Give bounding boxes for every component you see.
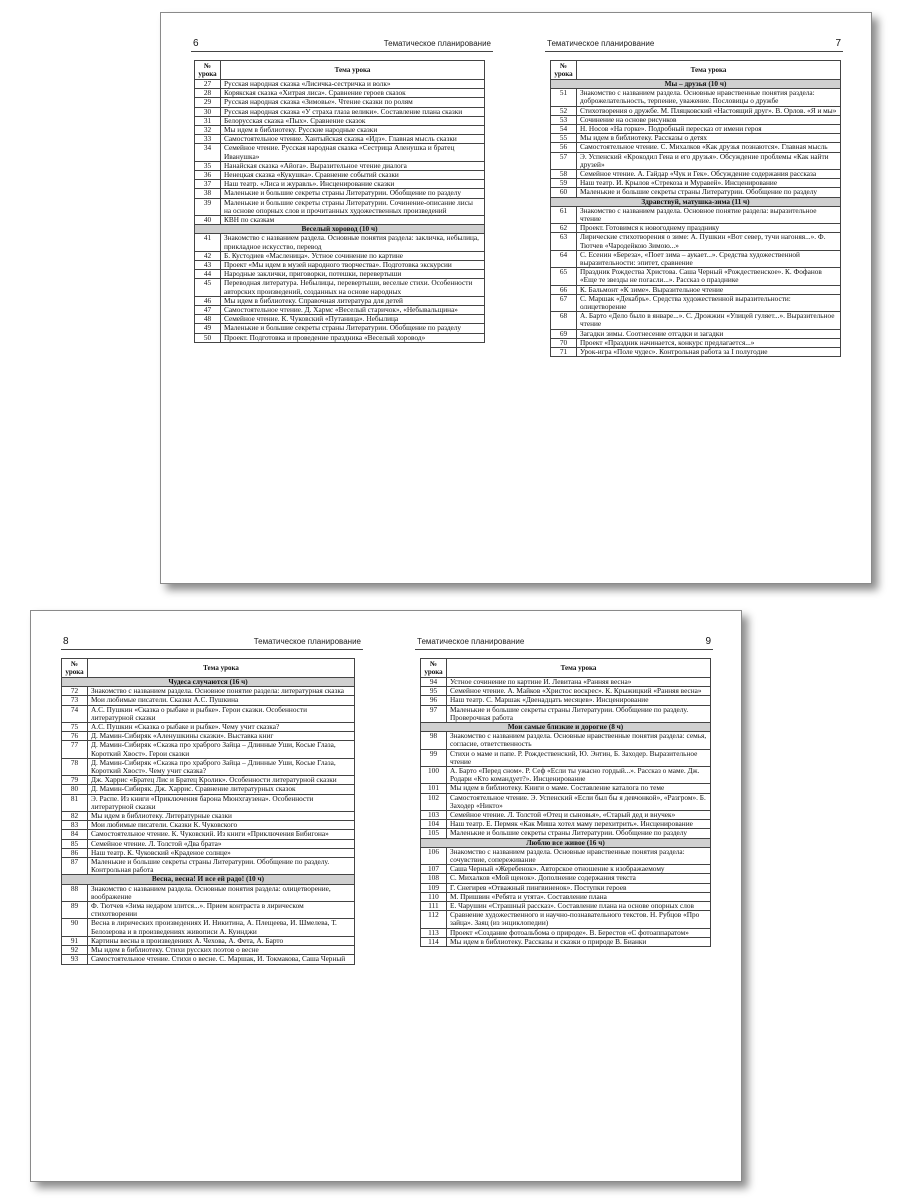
lesson-number: 85	[62, 839, 88, 848]
lesson-topic: Наш театр. С. Маршак «Двенадцать месяцев». Инсценирование	[447, 696, 711, 705]
lesson-topic: С. Михалков «Мой щенок». Дополнение содержания текста	[447, 874, 711, 883]
header-rule	[415, 649, 713, 650]
lesson-topic: Семейное чтение. А. Гайдар «Чук и Гек». Обсуждение содержания рассказа	[577, 170, 841, 179]
lesson-number: 82	[62, 812, 88, 821]
lesson-topic: Наш театр. К. Чуковский «Краденое солнце»	[88, 848, 355, 857]
lesson-number: 50	[195, 333, 221, 342]
lesson-number: 57	[551, 152, 577, 169]
section-heading: Мы – друзья (10 ч)	[551, 80, 841, 89]
table-row	[551, 294, 841, 311]
lesson-topic: Знакомство с названием раздела. Основные нравственные понятия раздела: семья, согласие, ответственность	[447, 732, 711, 749]
table-row	[421, 732, 711, 749]
lesson-number: 37	[195, 180, 221, 189]
lesson-number: 110	[421, 892, 447, 901]
lesson-topic: С. Маршак «Декабрь». Средства художественной выразительности: олицетворение	[577, 294, 841, 311]
lesson-number: 78	[62, 758, 88, 775]
table-row	[62, 902, 355, 919]
lesson-topic: Весна в лирических произведениях И. Никитина, А. Плещеева, И. Шмелева, Т. Белозерова и в произведениях живописи А. Куинджи	[88, 919, 355, 936]
lesson-topic: Маленькие и большие секреты страны Литературии. Обобщение по разделу	[221, 189, 485, 198]
lesson-number: 44	[195, 270, 221, 279]
lesson-topic: Э. Успенский «Крокодил Гена и его друзья». Обсуждение проблемы «Как найти друзей»	[577, 152, 841, 169]
lesson-topic: Э. Распе. Из книги «Приключения барона Мюнхгаузена». Особенности литературной сказки	[88, 794, 355, 811]
table-row	[195, 234, 485, 251]
lesson-topic: Народные заклички, приговорки, потешки, перевертыши	[221, 270, 485, 279]
lesson-number: 59	[551, 179, 577, 188]
lesson-topic: Наш театр. И. Крылов «Стрекоза и Муравей». Инсценирование	[577, 179, 841, 188]
lesson-topic: Д. Мамин-Сибиряк «Аленушкины сказки». Выставка книг	[88, 732, 355, 741]
table-row	[195, 107, 485, 116]
table-row	[421, 784, 711, 793]
lesson-topic: Белорусская сказка «Пых». Сравнение сказок	[221, 116, 485, 125]
lesson-plan-table	[420, 658, 711, 947]
page-9	[387, 611, 743, 1181]
lesson-number: 111	[421, 902, 447, 911]
lesson-number: 72	[62, 687, 88, 696]
column-header-number: № урока	[421, 659, 447, 678]
lesson-number: 43	[195, 261, 221, 270]
lesson-topic: Ф. Тютчев «Зима недаром злится...». Прием контраста в лирическом стихотворении	[88, 902, 355, 919]
lesson-topic: Русская народная сказка «У страха глаза велики». Составление плана сказки	[221, 107, 485, 116]
lesson-number: 58	[551, 170, 577, 179]
section-heading: Здравствуй, матушка-зима (11 ч)	[551, 197, 841, 206]
table-row	[551, 285, 841, 294]
lesson-number: 42	[195, 251, 221, 260]
header-rule	[545, 51, 843, 52]
table-row	[62, 919, 355, 936]
column-header-number: № урока	[195, 61, 221, 80]
lesson-topic: Мы идем в библиотеку. Рассказы и сказки о природе В. Бианки	[447, 937, 711, 946]
lesson-topic: Проект. Подготовка и проведение праздника «Веселый хоровод»	[221, 333, 485, 342]
lesson-number: 41	[195, 234, 221, 251]
lesson-topic: Нанайская сказка «Айога». Выразительное чтение диалога	[221, 161, 485, 170]
lesson-number: 70	[551, 338, 577, 347]
lesson-topic: Мои любимые писатели. Сказки А.С. Пушкина	[88, 696, 355, 705]
lesson-number: 52	[551, 106, 577, 115]
lesson-number: 71	[551, 348, 577, 357]
lesson-number: 108	[421, 874, 447, 883]
lesson-plan-table	[61, 658, 355, 965]
page-number: 8	[63, 636, 69, 647]
lesson-number: 86	[62, 848, 88, 857]
lesson-topic: Стихи о маме и папе. Р. Рождественский, Ю. Энтин, Б. Заходер. Выразительное чтение	[447, 749, 711, 766]
lesson-number: 73	[62, 696, 88, 705]
lesson-number: 64	[551, 250, 577, 267]
column-header-topic: Тема урока	[447, 659, 711, 678]
lesson-number: 61	[551, 206, 577, 223]
table-row	[421, 767, 711, 784]
lesson-number: 55	[551, 134, 577, 143]
lesson-topic: А.С. Пушкин «Сказка о рыбаке и рыбке». Герои сказки. Особенности литературной сказки	[88, 705, 355, 722]
lesson-topic: Н. Носов «На горке». Подробный пересказ от имени героя	[577, 125, 841, 134]
table-row	[421, 928, 711, 937]
table-row	[421, 705, 711, 722]
lesson-number: 80	[62, 785, 88, 794]
table-row	[62, 955, 355, 964]
lesson-topic: Самостоятельное чтение. Э. Успенский «Если был бы я девчонкой», «Разгром». Б. Заходер «Никто»	[447, 793, 711, 810]
table-row	[195, 98, 485, 107]
lesson-number: 99	[421, 749, 447, 766]
page-number: 9	[705, 636, 711, 647]
lesson-number: 36	[195, 171, 221, 180]
lesson-plan-table	[194, 60, 485, 343]
lesson-number: 54	[551, 125, 577, 134]
lesson-plan-table	[550, 60, 841, 357]
lesson-number: 66	[551, 285, 577, 294]
lesson-number: 34	[195, 144, 221, 161]
table-row	[551, 348, 841, 357]
page-number: 6	[193, 38, 199, 49]
lesson-number: 62	[551, 224, 577, 233]
lesson-number: 76	[62, 732, 88, 741]
table-row	[421, 793, 711, 810]
lesson-number: 40	[195, 216, 221, 225]
table-row	[421, 937, 711, 946]
lesson-number: 98	[421, 732, 447, 749]
lesson-topic: Дж. Харрис «Братец Лис и Братец Кролик». Особенности литературной сказки	[88, 776, 355, 785]
lesson-number: 56	[551, 143, 577, 152]
lesson-topic: Проект «Создание фотоальбома о природе». В. Берестов «С фотоаппаратом»	[447, 928, 711, 937]
column-header-topic: Тема урока	[577, 61, 841, 80]
lesson-topic: С. Есенин «Береза», «Поет зима – аукает...». Средства художественной выразительности: эпитет, сравнение	[577, 250, 841, 267]
lesson-topic: Лирические стихотворения о зиме: А. Пушкин «Вот север, тучи нагоняя...». Ф. Тютчев «Чародейкою Зимою...»	[577, 233, 841, 250]
lesson-number: 68	[551, 312, 577, 329]
lesson-topic: Мои любимые писатели. Сказки К. Чуковского	[88, 821, 355, 830]
lesson-number: 106	[421, 847, 447, 864]
table-row	[62, 696, 355, 705]
lesson-number: 93	[62, 955, 88, 964]
lesson-number: 75	[62, 723, 88, 732]
table-header-row	[62, 659, 355, 678]
section-heading-row	[421, 838, 711, 847]
lesson-number: 112	[421, 911, 447, 928]
lesson-topic: Знакомство с названием раздела. Основные нравственные понятия раздела: сочувствие, сопереживание	[447, 847, 711, 864]
lesson-number: 74	[62, 705, 88, 722]
lesson-number: 49	[195, 324, 221, 333]
table-row	[551, 312, 841, 329]
lesson-number: 38	[195, 189, 221, 198]
section-heading-row	[62, 875, 355, 884]
running-header: Тематическое планирование	[253, 637, 361, 646]
lesson-topic: К. Бальмонт «К зиме». Выразительное чтение	[577, 285, 841, 294]
lesson-number: 103	[421, 811, 447, 820]
lesson-number: 69	[551, 329, 577, 338]
lesson-topic: Д. Мамин-Сибиряк «Сказка про храброго Зайца – Длинные Уши, Косые Глаза, Короткий Хвост». Чему учит сказка?	[88, 758, 355, 775]
lesson-number: 27	[195, 80, 221, 89]
lesson-topic: Урок-игра «Поле чудес». Контрольная работа за I полугодие	[577, 348, 841, 357]
lesson-topic: Самостоятельное чтение. Д. Хармс «Веселый старичок», «Небывальщина»	[221, 306, 485, 315]
book-spread-bottom	[30, 610, 742, 1182]
table-row	[62, 705, 355, 722]
table-row	[551, 233, 841, 250]
table-row	[195, 324, 485, 333]
lesson-number: 31	[195, 116, 221, 125]
table-row	[195, 144, 485, 161]
lesson-topic: Мы идем в библиотеку. Справочная литература для детей	[221, 296, 485, 305]
lesson-number: 30	[195, 107, 221, 116]
table-header-row	[195, 61, 485, 80]
column-header-number: № урока	[551, 61, 577, 80]
lesson-number: 91	[62, 936, 88, 945]
lesson-number: 29	[195, 98, 221, 107]
page-number: 7	[835, 38, 841, 49]
lesson-topic: Семейное чтение. Л. Толстой «Отец и сыновья», «Старый дед и внучек»	[447, 811, 711, 820]
lesson-number: 83	[62, 821, 88, 830]
running-header: Тематическое планирование	[417, 637, 525, 646]
lesson-topic: Знакомство с названием раздела. Основное понятие раздела: выразительное чтение	[577, 206, 841, 223]
table-row	[195, 279, 485, 296]
lesson-topic: Б. Кустодиев «Масленица». Устное сочинение по картине	[221, 251, 485, 260]
table-row	[421, 911, 711, 928]
lesson-topic: Семейное чтение. Русская народная сказка «Сестрица Аленушка и братец Иванушка»	[221, 144, 485, 161]
lesson-topic: Загадки зимы. Соотнесение отгадки и загадки	[577, 329, 841, 338]
lesson-number: 96	[421, 696, 447, 705]
lesson-topic: Д. Мамин-Сибиряк. Дж. Харрис. Сравнение литературных сказок	[88, 785, 355, 794]
lesson-number: 33	[195, 135, 221, 144]
lesson-number: 88	[62, 884, 88, 901]
lesson-topic: Мы идем в библиотеку. Рассказы о детях	[577, 134, 841, 143]
lesson-topic: Маленькие и большие секреты страны Литературии. Сочинение-описание лисы на основе опорных слов и прочитанных художественных произведений	[221, 198, 485, 215]
lesson-number: 77	[62, 741, 88, 758]
lesson-topic: Самостоятельное чтение. С. Михалков «Как друзья познаются». Главная мысль	[577, 143, 841, 152]
lesson-topic: Семейное чтение. Л. Толстой «Два брата»	[88, 839, 355, 848]
lesson-topic: Самостоятельное чтение. К. Чуковский. Из книги «Приключения Бибигона»	[88, 830, 355, 839]
lesson-number: 94	[421, 678, 447, 687]
book-spread-top	[160, 12, 872, 584]
lesson-topic: Мы идем в библиотеку. Литературные сказки	[88, 812, 355, 821]
lesson-number: 63	[551, 233, 577, 250]
lesson-topic: Ненецкая сказка «Кукушка». Сравнение событий сказки	[221, 171, 485, 180]
table-row	[195, 198, 485, 215]
lesson-topic: Корякская сказка «Хитрая лиса». Сравнение героев сказок	[221, 89, 485, 98]
table-row	[62, 785, 355, 794]
lesson-number: 32	[195, 126, 221, 135]
running-header: Тематическое планирование	[383, 39, 491, 48]
lesson-number: 102	[421, 793, 447, 810]
lesson-number: 107	[421, 865, 447, 874]
lesson-topic: Праздник Рождества Христова. Саша Черный «Рождественское». К. Фофанов «Еще те звезды не погасли...». Рассказ о празднике	[577, 268, 841, 285]
table-row	[195, 333, 485, 342]
lesson-topic: А. Барто «Дело было в январе...». С. Дрожжин «Улицей гуляет...». Выразительное чтение	[577, 312, 841, 329]
lesson-number: 109	[421, 883, 447, 892]
lesson-number: 28	[195, 89, 221, 98]
lesson-topic: Наш театр. «Лиса и журавль». Инсценирование сказки	[221, 180, 485, 189]
lesson-topic: Картины весны в произведениях А. Чехова, А. Фета, А. Барто	[88, 936, 355, 945]
table-row	[551, 206, 841, 223]
lesson-topic: Самостоятельное чтение. Стихи о весне. С. Маршак, И. Токмакова, Саша Черный	[88, 955, 355, 964]
lesson-number: 45	[195, 279, 221, 296]
table-row	[62, 830, 355, 839]
lesson-topic: Маленькие и большие секреты страны Литературии. Обобщение по разделу	[447, 829, 711, 838]
table-row	[551, 89, 841, 106]
lesson-number: 79	[62, 776, 88, 785]
section-heading: Веселый хоровод (10 ч)	[195, 225, 485, 234]
table-row	[421, 696, 711, 705]
lesson-topic: Маленькие и большие секреты страны Литературии. Обобщение по разделу	[221, 324, 485, 333]
lesson-number: 53	[551, 115, 577, 124]
section-heading-row	[551, 197, 841, 206]
lesson-number: 95	[421, 687, 447, 696]
lesson-number: 100	[421, 767, 447, 784]
header-rule	[61, 649, 363, 650]
lesson-number: 67	[551, 294, 577, 311]
lesson-number: 47	[195, 306, 221, 315]
lesson-topic: Е. Чарушин «Страшный рассказ». Составление плана на основе опорных слов	[447, 902, 711, 911]
table-row	[551, 143, 841, 152]
lesson-topic: КВН по сказкам	[221, 216, 485, 225]
section-heading: Чудеса случаются (16 ч)	[62, 678, 355, 687]
lesson-topic: Г. Снегирев «Отважный пингвиненок». Поступки героев	[447, 883, 711, 892]
lesson-topic: Маленькие и большие секреты страны Литературии. Обобщение по разделу. Контрольная работа	[88, 858, 355, 875]
lesson-number: 81	[62, 794, 88, 811]
lesson-topic: Русская народная сказка «Лисичка-сестричка и волк»	[221, 80, 485, 89]
lesson-number: 89	[62, 902, 88, 919]
table-row	[195, 189, 485, 198]
table-row	[421, 847, 711, 864]
lesson-topic: А. Барто «Перед сном». Р. Сеф «Если ты ужасно гордый...». Рассказ о маме. Дж. Родари «Кто командует?». Инсценирование	[447, 767, 711, 784]
lesson-topic: Семейное чтение. К. Чуковский «Путаница». Небылица	[221, 315, 485, 324]
lesson-topic: Сравнение художественного и научно-познавательного текстов. Н. Рубцов «Про зайца». Заяц (из энциклопедии)	[447, 911, 711, 928]
table-row	[62, 758, 355, 775]
lesson-topic: Мы идем в библиотеку. Русские народные сказки	[221, 126, 485, 135]
column-header-topic: Тема урока	[88, 659, 355, 678]
lesson-number: 84	[62, 830, 88, 839]
lesson-topic: Знакомство с названием раздела. Основное понятие раздела: литературная сказка	[88, 687, 355, 696]
table-row	[421, 883, 711, 892]
lesson-number: 90	[62, 919, 88, 936]
table-row	[551, 250, 841, 267]
lesson-number: 46	[195, 296, 221, 305]
lesson-number: 51	[551, 89, 577, 106]
lesson-number: 92	[62, 946, 88, 955]
lesson-number: 113	[421, 928, 447, 937]
lesson-topic: Проект «Мы идем в музей народного творчества». Подготовка экскурсии	[221, 261, 485, 270]
table-row	[62, 741, 355, 758]
column-header-topic: Тема урока	[221, 61, 485, 80]
table-header-row	[551, 61, 841, 80]
lesson-number: 39	[195, 198, 221, 215]
table-row	[551, 106, 841, 115]
lesson-number: 114	[421, 937, 447, 946]
lesson-number: 105	[421, 829, 447, 838]
lesson-number: 104	[421, 820, 447, 829]
table-row	[62, 839, 355, 848]
table-row	[62, 884, 355, 901]
section-heading: Мои самые близкие и дорогие (8 ч)	[421, 723, 711, 732]
lesson-topic: Русская народная сказка «Зимовье». Чтение сказки по ролям	[221, 98, 485, 107]
lesson-topic: Знакомство с названием раздела. Основные понятия раздела: закличка, небылица, прикладное искусство, перевод	[221, 234, 485, 251]
lesson-number: 101	[421, 784, 447, 793]
lesson-topic: Д. Мамин-Сибиряк «Сказка про храброго Зайца – Длинные Уши, Косые Глаза, Короткий Хвост». Герои сказки	[88, 741, 355, 758]
running-header: Тематическое планирование	[547, 39, 655, 48]
table-row	[551, 329, 841, 338]
lesson-number: 97	[421, 705, 447, 722]
lesson-topic: Устное сочинение по картине И. Левитана «Ранняя весна»	[447, 678, 711, 687]
lesson-topic: Самостоятельное чтение. Хантыйская сказка «Идэ». Главная мысль сказки	[221, 135, 485, 144]
section-heading: Весна, весна! И все ей радо! (10 ч)	[62, 875, 355, 884]
table-row	[551, 188, 841, 197]
lesson-topic: Знакомство с названием раздела. Основные понятия раздела: олицетворение, воображение	[88, 884, 355, 901]
page-7	[517, 13, 873, 583]
lesson-topic: Мы идем в библиотеку. Стихи русских поэтов о весне	[88, 946, 355, 955]
table-header-row	[421, 659, 711, 678]
lesson-topic: Семейное чтение. А. Майков «Христос воскрес». К. Крыжицкий «Ранняя весна»	[447, 687, 711, 696]
section-heading: Люблю все живое (16 ч)	[421, 838, 711, 847]
lesson-topic: Маленькие и большие секреты страны Литературии. Обобщение по разделу	[577, 188, 841, 197]
lesson-topic: Саша Черный «Жеребенок». Авторское отношение к изображаемому	[447, 865, 711, 874]
table-row	[421, 874, 711, 883]
lesson-number: 65	[551, 268, 577, 285]
table-row	[551, 152, 841, 169]
table-row	[421, 829, 711, 838]
page-8	[31, 611, 387, 1181]
lesson-number: 87	[62, 858, 88, 875]
header-rule	[191, 51, 493, 52]
lesson-topic: Проект «Праздник начинается, конкурс предлагается...»	[577, 338, 841, 347]
lesson-topic: Сочинение на основе рисунков	[577, 115, 841, 124]
table-row	[551, 268, 841, 285]
lesson-topic: Стихотворения о дружбе. М. Пляцковский «Настоящий друг». В. Орлов. «Я и мы»	[577, 106, 841, 115]
lesson-topic: Проект. Готовимся к новогоднему празднику	[577, 224, 841, 233]
lesson-topic: М. Пришвин «Ребята и утята». Составление плана	[447, 892, 711, 901]
lesson-number: 60	[551, 188, 577, 197]
table-row	[62, 858, 355, 875]
table-row	[421, 749, 711, 766]
lesson-topic: А.С. Пушкин «Сказка о рыбаке и рыбке». Чему учит сказка?	[88, 723, 355, 732]
page-6	[161, 13, 517, 583]
lesson-topic: Знакомство с названием раздела. Основные нравственные понятия раздела: доброжелательность, терпение, уважение. Пословицы о дружбе	[577, 89, 841, 106]
column-header-number: № урока	[62, 659, 88, 678]
lesson-topic: Наш театр. Е. Пермяк «Как Миша хотел маму перехитрить». Инсценирование	[447, 820, 711, 829]
lesson-number: 48	[195, 315, 221, 324]
lesson-topic: Маленькие и большие секреты страны Литературии. Обобщение по разделу. Проверочная работа	[447, 705, 711, 722]
table-row	[62, 794, 355, 811]
lesson-topic: Мы идем в библиотеку. Книги о маме. Составление каталога по теме	[447, 784, 711, 793]
lesson-topic: Переводная литература. Небылицы, перевертыши, веселые стихи. Особенности авторских произведений, созданных на основе народных	[221, 279, 485, 296]
lesson-number: 35	[195, 161, 221, 170]
